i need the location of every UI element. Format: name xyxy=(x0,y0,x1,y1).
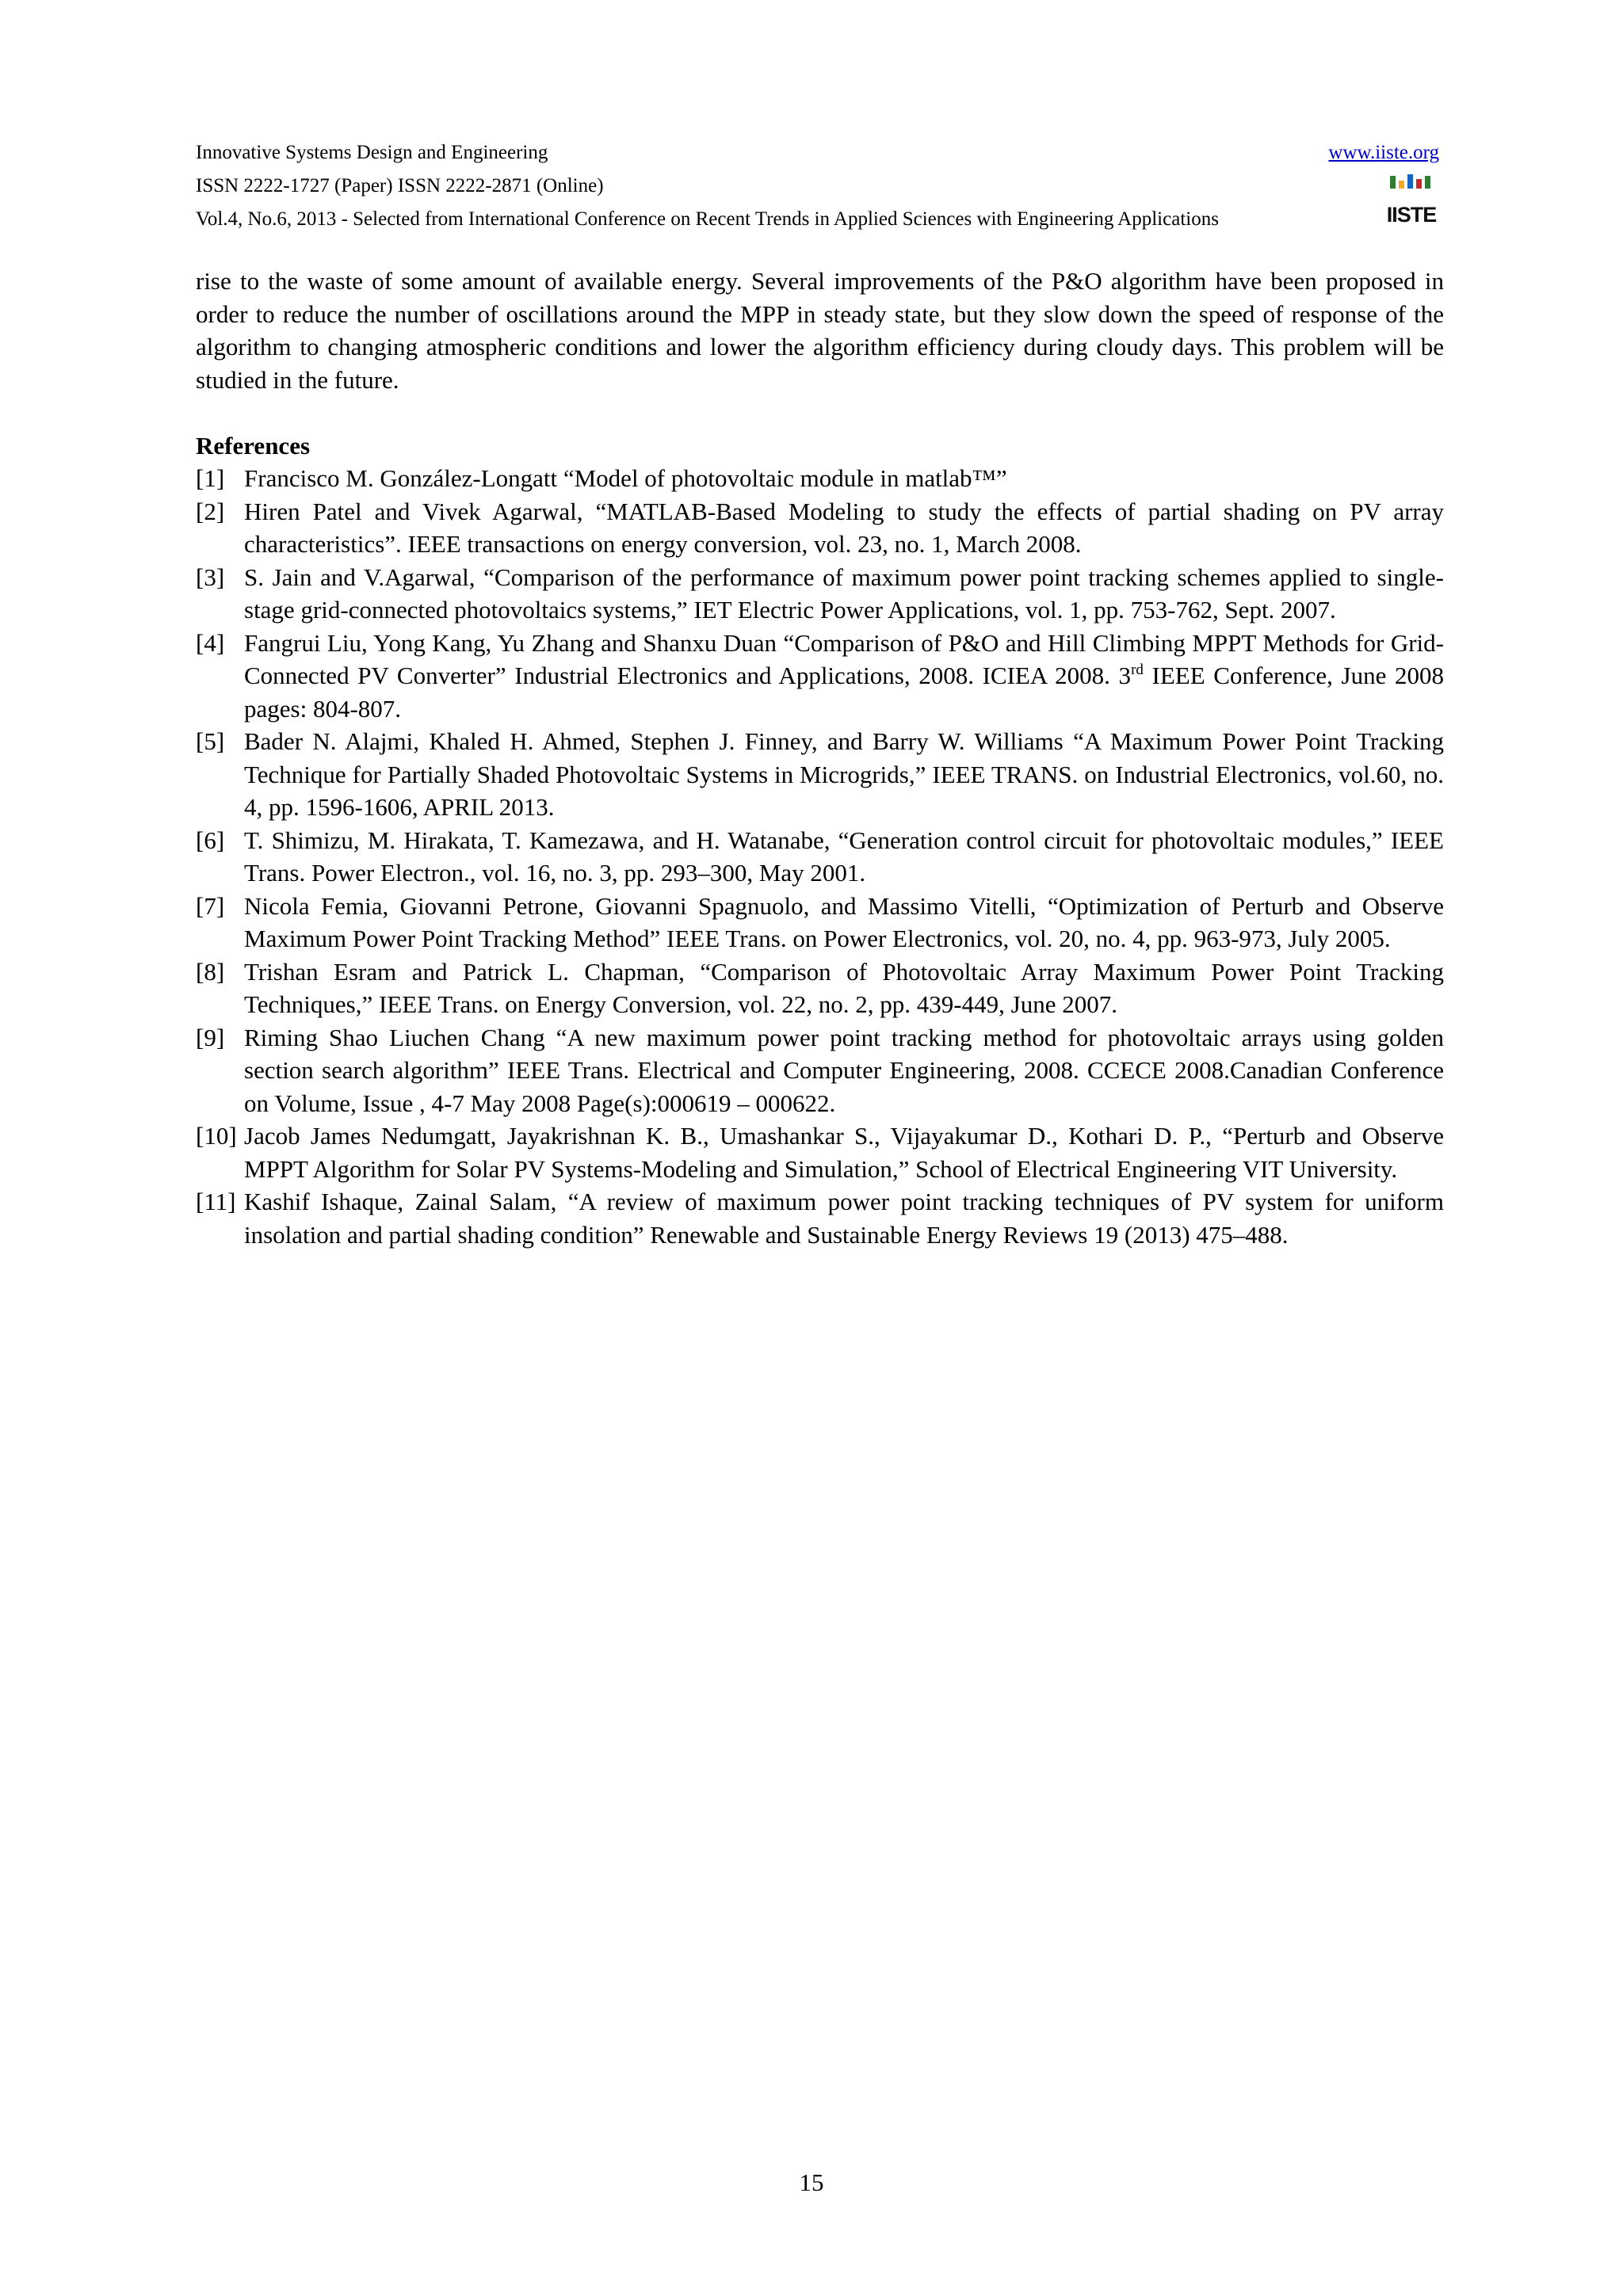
page-header xyxy=(196,136,1444,231)
reference-text: Riming Shao Liuchen Chang “A new maximum power point tracking method for photovoltaic arrays using golden section search algorithm” IEEE Trans. Electrical and Computer Engineering, 2008. CCECE 2008.Canadian Conference on Volume, Issue , 4-7 May 2008 Page(s):000619 – 000622. xyxy=(244,1023,1444,1117)
reference-number: [5] xyxy=(196,727,225,755)
logo-bar-2 xyxy=(1399,181,1404,189)
reference-text xyxy=(244,627,1444,726)
reference-number: [4] xyxy=(196,628,225,657)
reference-superscript: rd xyxy=(1131,662,1144,678)
body-paragraph-block xyxy=(196,265,1444,396)
reference-item xyxy=(196,955,1444,1021)
issn-line: ISSN 2222-1727 (Paper) ISSN 2222-2871 (Online) xyxy=(196,175,604,196)
references-list xyxy=(196,462,1444,1251)
reference-number: [10] xyxy=(196,1122,237,1150)
site-link[interactable]: www.iiste.org xyxy=(1328,142,1439,163)
reference-number: [11] xyxy=(196,1188,236,1215)
logo-bar-1 xyxy=(1390,176,1396,189)
reference-item xyxy=(196,890,1444,955)
reference-text: Hiren Patel and Vivek Agarwal, “MATLAB-Based Modeling to study the effects of partial shading on PV array characteristics”. IEEE transactions on energy conversion, vol. 23, no. 1, March 2008. xyxy=(244,497,1444,558)
reference-item xyxy=(196,462,1444,495)
reference-item xyxy=(196,725,1444,824)
reference-item xyxy=(196,824,1444,890)
reference-text: Kashif Ishaque, Zainal Salam, “A review of maximum power point tracking techniques of PV system for uniform insolation and partial shading condition” Renewable and Sustainable Energy Reviews 19 (2013) 475–488. xyxy=(244,1188,1444,1249)
journal-name: Innovative Systems Design and Engineering xyxy=(196,142,548,163)
page-number: 15 xyxy=(799,2168,824,2196)
iiste-logo xyxy=(1385,173,1438,228)
reference-text: Bader N. Alajmi, Khaled H. Ahmed, Stephen J. Finney, and Barry W. Williams “A Maximum Power Point Tracking Technique for Partially Shaded Photovoltaic Systems in Microgrids,” IEEE TRANS. on Industrial Electronics, vol.60, no. 4, pp. 1596-1606, APRIL 2013. xyxy=(244,727,1444,821)
reference-number: [2] xyxy=(196,497,225,525)
reference-number: [3] xyxy=(196,563,225,591)
reference-text: Nicola Femia, Giovanni Petrone, Giovanni Spagnuolo, and Massimo Vitelli, “Optimization of Perturb and Observe Maximum Power Point Tracking Method” IEEE Trans. on Power Electronics, vol. 20, no. 4, pp. 963-973, July 2005. xyxy=(244,891,1444,952)
reference-number: [7] xyxy=(196,891,225,920)
references-heading: References xyxy=(196,432,311,460)
logo-bar-5 xyxy=(1425,176,1430,189)
reference-number: [1] xyxy=(196,464,225,492)
logo-bar-4 xyxy=(1416,179,1422,189)
reference-text-after: IEEE Conference, June 2008 pages: 804-807. xyxy=(244,662,1444,723)
reference-number: [8] xyxy=(196,957,225,986)
reference-number: [9] xyxy=(196,1023,225,1051)
reference-number: [6] xyxy=(196,826,225,854)
logo-bar-3 xyxy=(1407,174,1413,189)
reference-text: T. Shimizu, M. Hirakata, T. Kamezawa, and H. Watanabe, “Generation control circuit for photovoltaic modules,” IEEE Trans. Power Electron., vol. 16, no. 3, pp. 293–300, May 2001. xyxy=(244,826,1444,887)
reference-item xyxy=(196,495,1444,561)
reference-text: Jacob James Nedumgatt, Jayakrishnan K. B., Umashankar S., Vijayakumar D., Kothari D. P., “Perturb and Observe MPPT Algorithm for Solar PV Systems-Modeling and Simulation,” School of Electrical Engineering VIT University. xyxy=(244,1122,1444,1183)
reference-item xyxy=(196,627,1444,726)
logo-wordmark: IISTE xyxy=(1386,203,1437,227)
reference-text: S. Jain and V.Agarwal, “Comparison of the performance of maximum power point tracking schemes applied to single-stage grid-connected photovoltaics systems,” IET Electric Power Applications, vol. 1, pp. 753-762, Sept. 2007. xyxy=(244,563,1444,624)
reference-text: Trishan Esram and Patrick L. Chapman, “Comparison of Photovoltaic Array Maximum Power Point Tracking Techniques,” IEEE Trans. on Energy Conversion, vol. 22, no. 2, pp. 439-449, June 2007. xyxy=(244,957,1444,1018)
reference-item xyxy=(196,561,1444,627)
reference-text-before: Fangrui Liu, Yong Kang, Yu Zhang and Shanxu Duan “Comparison of P&O and Hill Climbing MPPT Methods for Grid-Connected PV Converter” Industrial Electronics and Applications, 2008. ICIEA 2008. 3 xyxy=(244,628,1444,689)
body-paragraph: rise to the waste of some amount of available energy. Several improvements of the P&O algorithm have been proposed in order to reduce the number of oscillations around the MPP in steady state, but they slow down the speed of response of the algorithm to changing atmospheric conditions and lower the algorithm efficiency during cloudy days. This problem will be studied in the future. xyxy=(196,267,1444,394)
reference-item xyxy=(196,1021,1444,1120)
reference-text: Francisco M. González-Longatt “Model of photovoltaic module in matlab™” xyxy=(244,464,1007,492)
reference-item xyxy=(196,1119,1444,1185)
volume-line: Vol.4, No.6, 2013 - Selected from International Conference on Recent Trends in Applied Sciences with Engineering Applications xyxy=(196,208,1219,230)
reference-item xyxy=(196,1185,1444,1251)
